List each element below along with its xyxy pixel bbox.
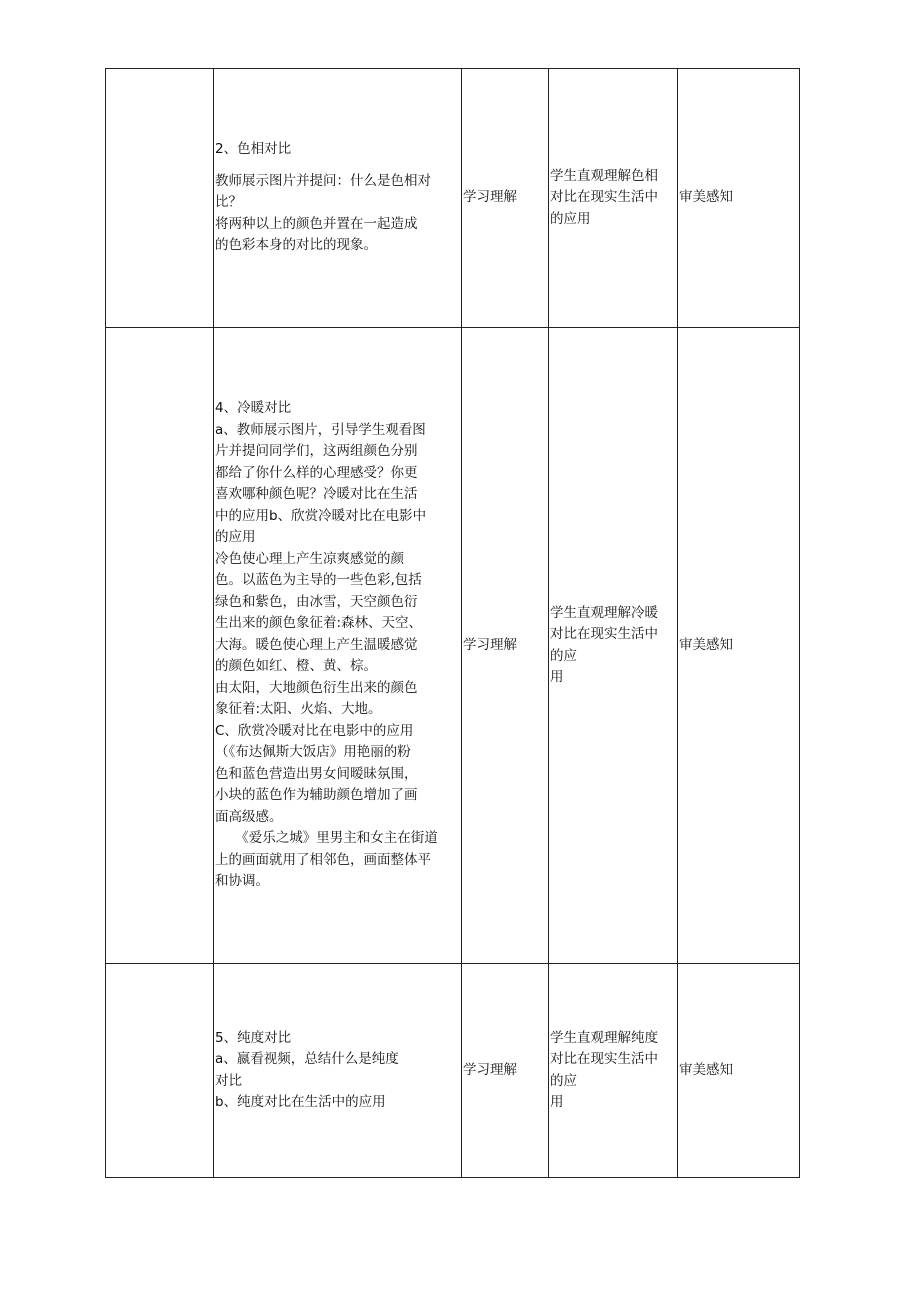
content-line: 教师展示图片并提问：什么是色相对 <box>215 172 431 189</box>
content-line: 《爱乐之城》里男主和女主在街道 <box>235 830 438 847</box>
intent-line: 的应 <box>550 647 577 664</box>
content-line: 将两种以上的颜色并置在一起造成 <box>215 215 418 232</box>
intent-line: 用 <box>550 1094 564 1110</box>
stage-cell <box>106 328 214 964</box>
content-line: C、欣赏冷暖对比在电影中的应用 <box>215 722 414 739</box>
intent-line: 对比在现实生活中 <box>550 1051 658 1067</box>
content-line: 比？ <box>215 194 242 211</box>
table-row <box>106 69 800 328</box>
stage-cell <box>106 69 214 328</box>
intent-line: 的应用 <box>550 210 591 227</box>
student-activity-cell: 学习理解 <box>462 69 549 328</box>
content-line: （《布达佩斯大饭店》用艳丽的粉 <box>215 744 411 761</box>
content-line: b、纯度对比在生活中的应用 <box>215 1094 386 1110</box>
table-row <box>106 964 800 1178</box>
literacy-cell: 审美感知 <box>678 69 800 328</box>
section-heading: 5、纯度对比 <box>215 1029 292 1046</box>
content-line: 绿色和紫色，由冰雪，天空颜色衍 <box>215 593 418 610</box>
intent-line: 学生直观理解冷暖 <box>550 604 658 621</box>
section-heading: 4、冷暖对比 <box>215 400 292 417</box>
content-line: 的色彩本身的对比的现象。 <box>215 237 377 254</box>
content-line: 面高级感。 <box>215 808 283 825</box>
intent-line: 用 <box>550 669 564 685</box>
section-heading: 2、色相对比 <box>215 141 292 158</box>
content-line: a、教师展示图片，引导学生观看图 <box>215 421 426 438</box>
content-line: 喜欢哪种颜色呢？冷暖对比在生活 <box>215 486 418 503</box>
design-intent-cell <box>549 69 678 328</box>
table-row <box>106 328 800 964</box>
student-activity-cell: 学习理解 <box>462 328 549 964</box>
content-line: 对比 <box>215 1072 242 1089</box>
content-line: 中的应用b、欣赏冷暖对比在电影中 <box>215 507 427 524</box>
content-line: 由太阳，大地颜色衍生出来的颜色 <box>215 679 418 696</box>
literacy-cell: 审美感知 <box>678 964 800 1178</box>
content-cell <box>214 69 462 328</box>
design-intent-cell <box>549 328 678 964</box>
content-line: 象征着:太阳、火焰、大地。 <box>215 701 382 718</box>
content-line: 片并提问同学们，这两组颜色分别 <box>215 443 418 460</box>
stage-cell <box>106 964 214 1178</box>
content-cell <box>214 328 462 964</box>
content-cell <box>214 964 462 1178</box>
lesson-plan-table <box>105 68 800 1178</box>
intent-line: 学生直观理解色相 <box>550 167 658 184</box>
intent-line: 对比在现实生活中 <box>550 189 658 206</box>
intent-line: 对比在现实生活中 <box>550 626 658 642</box>
literacy-cell: 审美感知 <box>678 328 800 964</box>
content-line: 都给了你什么样的心理感受？你更 <box>215 464 418 481</box>
content-line: 的颜色如红、橙、黄、棕。 <box>215 658 377 675</box>
intent-line: 的应 <box>550 1072 577 1089</box>
intent-line: 学生直观理解纯度 <box>550 1029 658 1046</box>
design-intent-cell <box>549 964 678 1178</box>
content-line: 色。以蓝色为主导的一些色彩,包括 <box>215 572 422 589</box>
content-line: 大海。暖色使心理上产生温暖感觉 <box>215 636 418 653</box>
content-line: 上的画面就用了相邻色，画面整体平 <box>215 851 431 868</box>
content-line: 生出来的颜色象征着:森林、天空、 <box>215 615 423 632</box>
content-line: 冷色使心理上产生凉爽感觉的颜 <box>215 550 404 567</box>
student-activity-cell: 学习理解 <box>462 964 549 1178</box>
content-line: a、嬴看视频，总结什么是纯度 <box>215 1051 399 1067</box>
content-line: 色和蓝色营造出男女间暧昧氛围， <box>215 765 418 782</box>
content-line: 和协调。 <box>215 873 269 890</box>
content-line: 的应用 <box>215 529 256 546</box>
content-line: 小块的蓝色作为辅助颜色增加了画 <box>215 787 418 804</box>
